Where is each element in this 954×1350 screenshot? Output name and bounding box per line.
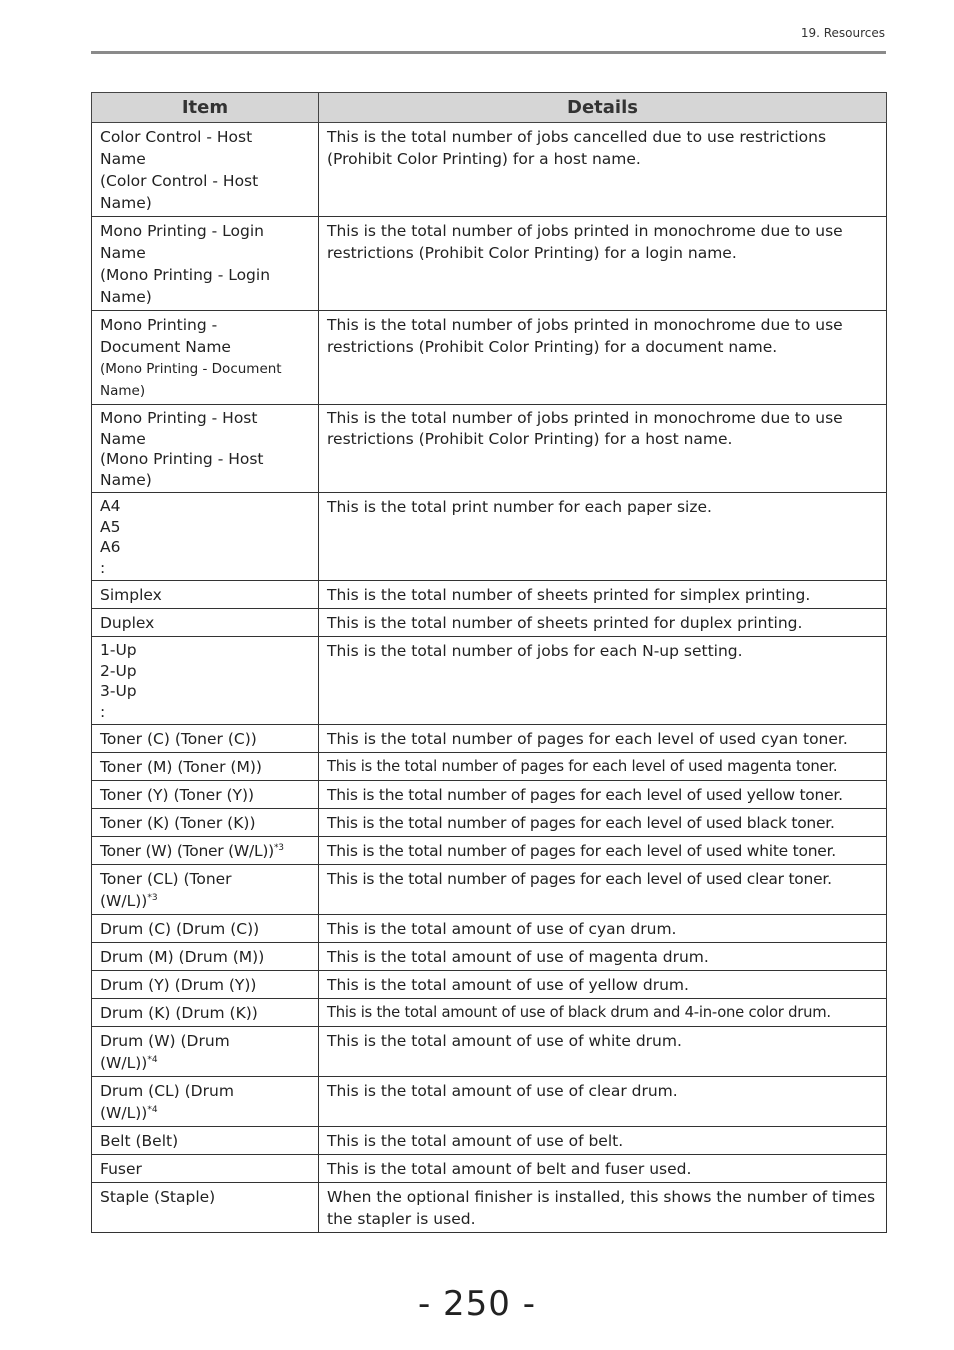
item-cell xyxy=(92,123,319,217)
item-line: Name) xyxy=(100,194,152,212)
table-row xyxy=(92,637,887,725)
item-cell xyxy=(92,1027,319,1077)
item-cell xyxy=(92,781,319,809)
item-line: Toner (CL) (Toner xyxy=(100,870,232,888)
details-cell: This is the total print number for each paper size. xyxy=(319,493,887,581)
table-row xyxy=(92,999,887,1027)
item-cell xyxy=(92,865,319,915)
details-cell: When the optional finisher is installed, this shows the number of times the stapler is used. xyxy=(319,1183,887,1233)
table-row xyxy=(92,405,887,493)
details-cell: This is the total number of jobs printed in monochrome due to use restrictions (Prohibit Color Printing) for a document name. xyxy=(319,311,887,405)
details-cell: This is the total amount of use of yellow drum. xyxy=(319,971,887,999)
item-cell xyxy=(92,809,319,837)
item-line: Name) xyxy=(100,288,152,306)
table-header-row xyxy=(92,93,887,123)
table-row xyxy=(92,809,887,837)
item-line: (Mono Printing - Login xyxy=(100,266,271,284)
details-cell: This is the total amount of belt and fuser used. xyxy=(319,1155,887,1183)
details-cell: This is the total number of pages for each level of used white toner. xyxy=(319,837,887,865)
column-header-item: Item xyxy=(92,93,319,123)
header-divider xyxy=(91,51,886,54)
details-cell: This is the total number of pages for each level of used magenta toner. xyxy=(319,753,887,781)
table-row xyxy=(92,581,887,609)
item-line: Color Control - Host xyxy=(100,128,253,146)
item-line: Staple (Staple) xyxy=(100,1188,216,1206)
table-row xyxy=(92,837,887,865)
details-cell: This is the total number of jobs printed in monochrome due to use restrictions (Prohibit Color Printing) for a login name. xyxy=(319,217,887,311)
table-row xyxy=(92,971,887,999)
item-line: A5 xyxy=(100,517,121,536)
table-row xyxy=(92,781,887,809)
item-line: A6 xyxy=(100,538,121,556)
details-cell: This is the total amount of use of belt. xyxy=(319,1127,887,1155)
item-line: (Color Control - Host xyxy=(100,172,259,190)
table-row xyxy=(92,865,887,915)
item-cell xyxy=(92,311,319,405)
item-line: Drum (K) (Drum (K)) xyxy=(100,1004,258,1022)
table-row xyxy=(92,1027,887,1077)
item-cell xyxy=(92,609,319,637)
item-line: Toner (W) (Toner (W/L)) xyxy=(100,842,274,860)
details-cell: This is the total number of jobs printed in monochrome due to use restrictions (Prohibit Color Printing) for a host name. xyxy=(319,405,887,493)
item-line: 2-Up xyxy=(100,661,137,680)
item-cell xyxy=(92,405,319,493)
section-title: 19. Resources xyxy=(800,26,885,40)
page-number: - 250 - xyxy=(417,1284,537,1324)
table-row xyxy=(92,217,887,311)
details-cell: This is the total number of pages for each level of used black toner. xyxy=(319,809,887,837)
table-row xyxy=(92,493,887,581)
item-line: Drum (Y) (Drum (Y)) xyxy=(100,976,257,994)
details-cell: This is the total amount of use of cyan drum. xyxy=(319,915,887,943)
table-row xyxy=(92,1155,887,1183)
table-row xyxy=(92,753,887,781)
item-line: Toner (M) (Toner (M)) xyxy=(100,758,262,776)
item-line: Duplex xyxy=(100,614,155,632)
item-line: Mono Printing - xyxy=(100,316,218,334)
item-line: 1-Up xyxy=(100,641,137,659)
item-line: (W/L)) xyxy=(100,1104,148,1122)
item-line: Drum (CL) (Drum xyxy=(100,1082,234,1100)
item-line: Document Name xyxy=(100,338,231,356)
item-cell xyxy=(92,217,319,311)
details-cell: This is the total amount of use of white drum. xyxy=(319,1027,887,1077)
item-line: Name xyxy=(100,244,146,262)
details-cell: This is the total number of jobs cancelled due to use restrictions (Prohibit Color Printing) for a host name. xyxy=(319,123,887,217)
item-line: (Mono Printing - Host xyxy=(100,450,264,468)
footnote-ref: *3 xyxy=(147,893,158,903)
footnote-ref: *3 xyxy=(273,843,284,853)
item-cell xyxy=(92,1127,319,1155)
footnote-ref: *4 xyxy=(147,1055,158,1065)
item-cell xyxy=(92,1183,319,1233)
details-cell: This is the total number of sheets printed for simplex printing. xyxy=(319,581,887,609)
table-row xyxy=(92,943,887,971)
item-cell xyxy=(92,1077,319,1127)
details-cell: This is the total number of jobs for each N-up setting. xyxy=(319,637,887,725)
table-row xyxy=(92,1077,887,1127)
item-line: (W/L)) xyxy=(100,1054,148,1072)
item-line: Fuser xyxy=(100,1160,142,1178)
item-line: Simplex xyxy=(100,586,162,604)
table-row xyxy=(92,311,887,405)
table-row xyxy=(92,725,887,753)
item-cell xyxy=(92,971,319,999)
item-cell xyxy=(92,915,319,943)
item-line: Drum (C) (Drum (C)) xyxy=(100,920,260,938)
details-cell: This is the total amount of use of magenta drum. xyxy=(319,943,887,971)
item-cell xyxy=(92,837,319,865)
details-cell: This is the total number of sheets printed for duplex printing. xyxy=(319,609,887,637)
details-cell: This is the total amount of use of clear drum. xyxy=(319,1077,887,1127)
item-line: Drum (W) (Drum xyxy=(100,1032,230,1050)
item-line: : xyxy=(100,702,106,721)
table-row xyxy=(92,123,887,217)
column-header-details: Details xyxy=(319,93,887,123)
item-cell xyxy=(92,753,319,781)
details-cell: This is the total amount of use of black drum and 4-in-one color drum. xyxy=(319,999,887,1027)
item-line: Toner (Y) (Toner (Y)) xyxy=(100,786,255,804)
item-line: Toner (C) (Toner (C)) xyxy=(100,730,257,748)
item-cell xyxy=(92,637,319,725)
item-line: Name) xyxy=(100,470,152,489)
item-line: Name xyxy=(100,150,146,168)
item-line: Toner (K) (Toner (K)) xyxy=(100,814,256,832)
item-line: A4 xyxy=(100,497,121,515)
item-cell xyxy=(92,1155,319,1183)
table-row xyxy=(92,915,887,943)
footnote-ref: *4 xyxy=(147,1105,158,1115)
item-line: Name xyxy=(100,429,146,448)
table-row xyxy=(92,1127,887,1155)
item-line: (Mono Printing - Document xyxy=(100,361,282,377)
resources-table xyxy=(91,92,887,1233)
details-cell: This is the total number of pages for each level of used yellow toner. xyxy=(319,781,887,809)
item-cell xyxy=(92,943,319,971)
item-line: Mono Printing - Host xyxy=(100,409,258,427)
table-row xyxy=(92,609,887,637)
item-line: Mono Printing - Login xyxy=(100,222,264,240)
item-line: (W/L)) xyxy=(100,892,148,910)
item-cell xyxy=(92,999,319,1027)
item-cell xyxy=(92,493,319,581)
item-line: 3-Up xyxy=(100,682,137,700)
item-cell xyxy=(92,581,319,609)
item-line: : xyxy=(100,558,106,577)
table-row xyxy=(92,1183,887,1233)
item-cell xyxy=(92,725,319,753)
details-cell: This is the total number of pages for each level of used cyan toner. xyxy=(319,725,887,753)
item-line: Drum (M) (Drum (M)) xyxy=(100,948,265,966)
details-cell: This is the total number of pages for each level of used clear toner. xyxy=(319,865,887,915)
item-line: Belt (Belt) xyxy=(100,1132,179,1150)
item-line: Name) xyxy=(100,383,146,399)
table-body xyxy=(92,123,887,1233)
